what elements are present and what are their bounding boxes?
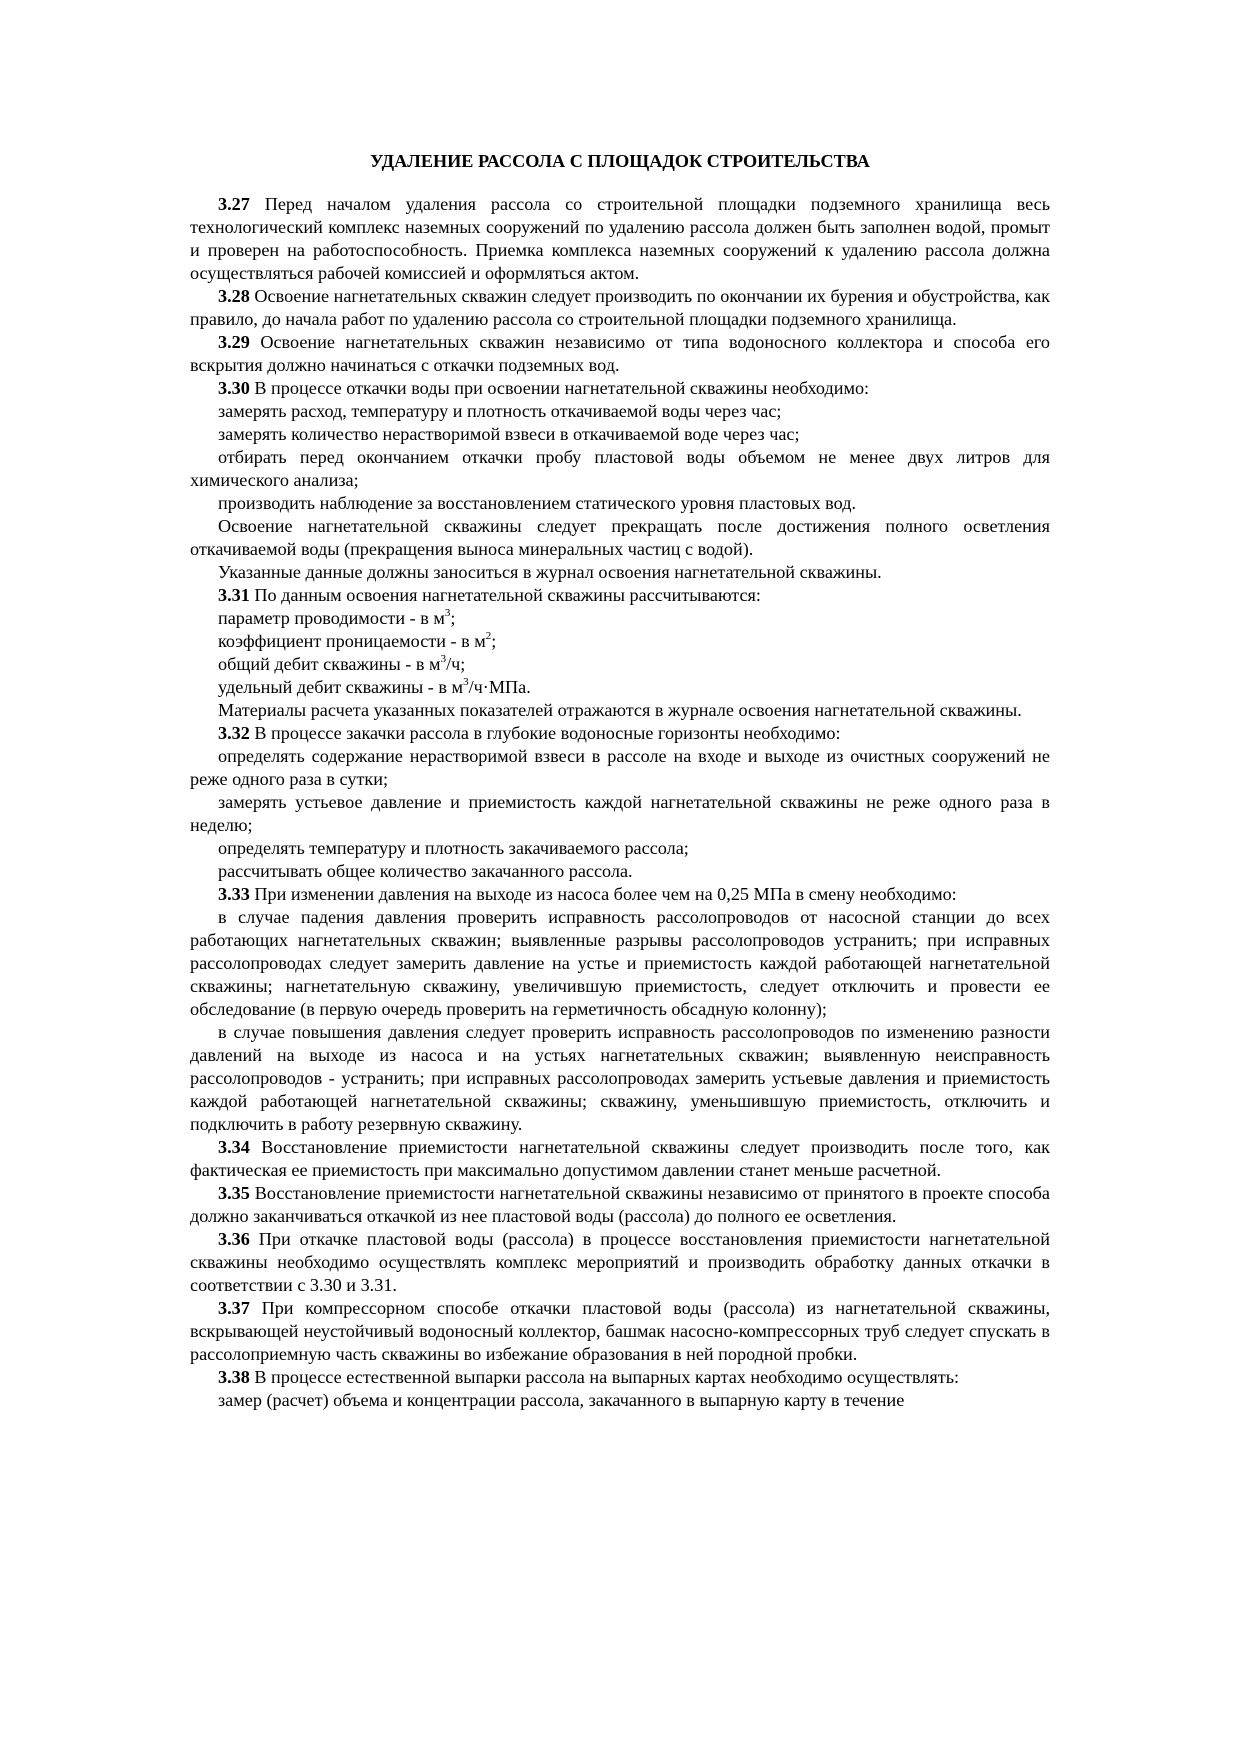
clause-number: 3.38 <box>218 1367 250 1387</box>
paragraph-text: При откачке пластовой воды (рассола) в процессе восстановления приемистости нагнетательной скважины необходимо осуществлять комплекс мероприятий и производить обработку данных откачки в соответствии с 3.30 и 3.31. <box>190 1229 1050 1295</box>
paragraph-3-34 <box>190 1136 1050 1182</box>
list-item: определять температуру и плотность закачиваемого рассола; <box>218 838 689 858</box>
item-text: коэффициент проницаемости - в м <box>218 631 486 651</box>
item-text-end: ; <box>450 608 456 628</box>
clause-number: 3.30 <box>218 378 250 398</box>
document-page <box>190 150 1050 1412</box>
clause-number: 3.36 <box>218 1229 250 1249</box>
list-item: замерять количество нерастворимой взвеси в откачиваемой воде через час; <box>218 424 800 444</box>
item-text: удельный дебит скважины - в м <box>218 677 464 697</box>
list-item <box>190 607 1050 630</box>
list-item <box>190 653 1050 676</box>
paragraph-3-38 <box>190 1366 1050 1389</box>
item-text-end: /ч·МПа. <box>468 677 531 697</box>
list-item <box>190 630 1050 653</box>
clause-number: 3.27 <box>218 194 250 214</box>
paragraph-text: Восстановление приемистости нагнетательной скважины следует производить после того, как фактическая ее приемистость при максимально допустимом давлении станет меньше расчетной. <box>190 1137 1050 1180</box>
item-text-end: ; <box>491 631 497 651</box>
item-text-end: /ч; <box>446 654 466 674</box>
paragraph-text: В процессе естественной выпарки рассола на выпарных картах необходимо осуществлять: <box>249 1367 960 1387</box>
paragraph-3-35 <box>190 1182 1050 1228</box>
paragraph-3-37 <box>190 1297 1050 1366</box>
paragraph-text: Восстановление приемистости нагнетательной скважины независимо от принятого в проекте способа должно заканчиваться откачкой из нее пластовой воды (рассола) до полного ее осветления. <box>190 1183 1050 1226</box>
paragraph-text: Перед началом удаления рассола со строительной площадки подземного хранилища весь технологический комплекс наземных сооружений по удалению рассола должен быть заполнен водой, промыт и проверен на работоспособность. Приемка комплекса наземных сооружений к удалению рассола должна осуществляться рабочей комиссией и оформляться актом. <box>190 194 1050 283</box>
list-item: замер (расчет) объема и концентрации рассола, закачанного в выпарную карту в течение <box>218 1390 905 1410</box>
clause-number: 3.35 <box>218 1183 250 1203</box>
clause-number: 3.28 <box>218 286 250 306</box>
paragraph-3-30 <box>190 377 1050 400</box>
paragraph-3-36 <box>190 1228 1050 1297</box>
list-item: замерять расход, температуру и плотность откачиваемой воды через час; <box>218 401 782 421</box>
list-item: в случае повышения давления следует проверить исправность рассолопроводов по изменению разности давлений на выходе из насоса и на устьях нагнетательных скважин; выявленную неисправность рассолопроводов - устранить; при исправных рассолопроводах замерить устьевые давления и приемистость каждой работающей нагнетательной скважины; скважину, уменьшившую приемистость, отключить и подключить в работу резервную скважину. <box>190 1022 1050 1134</box>
list-item: замерять устьевое давление и приемистость каждой нагнетательной скважины не реже одного раза в неделю; <box>190 792 1050 835</box>
list-item: в случае падения давления проверить исправность рассолопроводов от насосной станции до всех работающих нагнетательных скважин; выявленные разрывы рассолопроводов устранить; при исправных рассолопроводах следует замерить давление на устье и приемистость каждой работающей нагнетательной скважины; нагнетательную скважину, увеличившую приемистость, следует отключить и провести ее обследование (в первую очередь проверить на герметичность обсадную колонну); <box>190 907 1050 1019</box>
list-item: определять содержание нерастворимой взвеси в рассоле на входе и выходе из очистных сооружений не реже одного раза в сутки; <box>190 746 1050 789</box>
list-item: производить наблюдение за восстановлением статического уровня пластовых вод. <box>218 493 856 513</box>
paragraph-text: Освоение нагнетательных скважин следует производить по окончании их бурения и обустройства, как правило, до начала работ по удалению рассола со строительной площадки подземного хранилища. <box>190 286 1050 329</box>
paragraph-3-29 <box>190 331 1050 377</box>
clause-number: 3.31 <box>218 585 250 605</box>
unit-exponent: 3 <box>440 652 447 665</box>
item-text: параметр проводимости - в м <box>218 608 445 628</box>
clause-number: 3.34 <box>218 1137 250 1157</box>
paragraph-text: В процессе закачки рассола в глубокие водоносные горизонты необходимо: <box>249 723 841 743</box>
paragraph-text: При компрессорном способе откачки пластовой воды (рассола) из нагнетательной скважины, вскрывающей неустойчивый водоносный коллектор, башмак насосно-компрессорных труб следует спускать в рассолоприемную часть скважины во избежание образования в ней породной пробки. <box>190 1298 1050 1364</box>
paragraph-3-31 <box>190 584 1050 607</box>
item-text: общий дебит скважины - в м <box>218 654 441 674</box>
clause-number: 3.29 <box>218 332 250 352</box>
paragraph-3-27 <box>190 193 1050 285</box>
clause-number: 3.37 <box>218 1298 250 1318</box>
paragraph-3-33 <box>190 883 1050 906</box>
unit-exponent: 2 <box>485 629 492 642</box>
paragraph-text: Освоение нагнетательных скважин независимо от типа водоносного коллектора и способа его вскрытия должно начинаться с откачки подземных вод. <box>190 332 1050 375</box>
unit-exponent: 3 <box>444 606 451 619</box>
paragraph-text: В процессе откачки воды при освоении нагнетательной скважины необходимо: <box>249 378 870 398</box>
clause-number: 3.32 <box>218 723 250 743</box>
unit-exponent: 3 <box>463 675 469 688</box>
list-item <box>190 676 1050 699</box>
paragraph-text: По данным освоения нагнетательной скважины рассчитываются: <box>249 585 761 605</box>
paragraph: Освоение нагнетательной скважины следует прекращать после достижения полного осветления откачиваемой воды (прекращения выноса минеральных частиц с водой). <box>190 516 1050 559</box>
list-item: отбирать перед окончанием откачки пробу пластовой воды объемом не менее двух литров для химического анализа; <box>190 447 1050 490</box>
page-title: УДАЛЕНИЕ РАССОЛА С ПЛОЩАДОК СТРОИТЕЛЬСТВА <box>370 151 870 171</box>
paragraph-text: При изменении давления на выходе из насоса более чем на 0,25 МПа в смену необходимо: <box>249 884 957 904</box>
paragraph-3-32 <box>190 722 1050 745</box>
paragraph: Указанные данные должны заноситься в журнал освоения нагнетательной скважины. <box>218 562 882 582</box>
list-item: рассчитывать общее количество закачанного рассола. <box>218 861 633 881</box>
paragraph: Материалы расчета указанных показателей отражаются в журнале освоения нагнетательной скважины. <box>218 700 1022 720</box>
paragraph-3-28 <box>190 285 1050 331</box>
clause-number: 3.33 <box>218 884 250 904</box>
